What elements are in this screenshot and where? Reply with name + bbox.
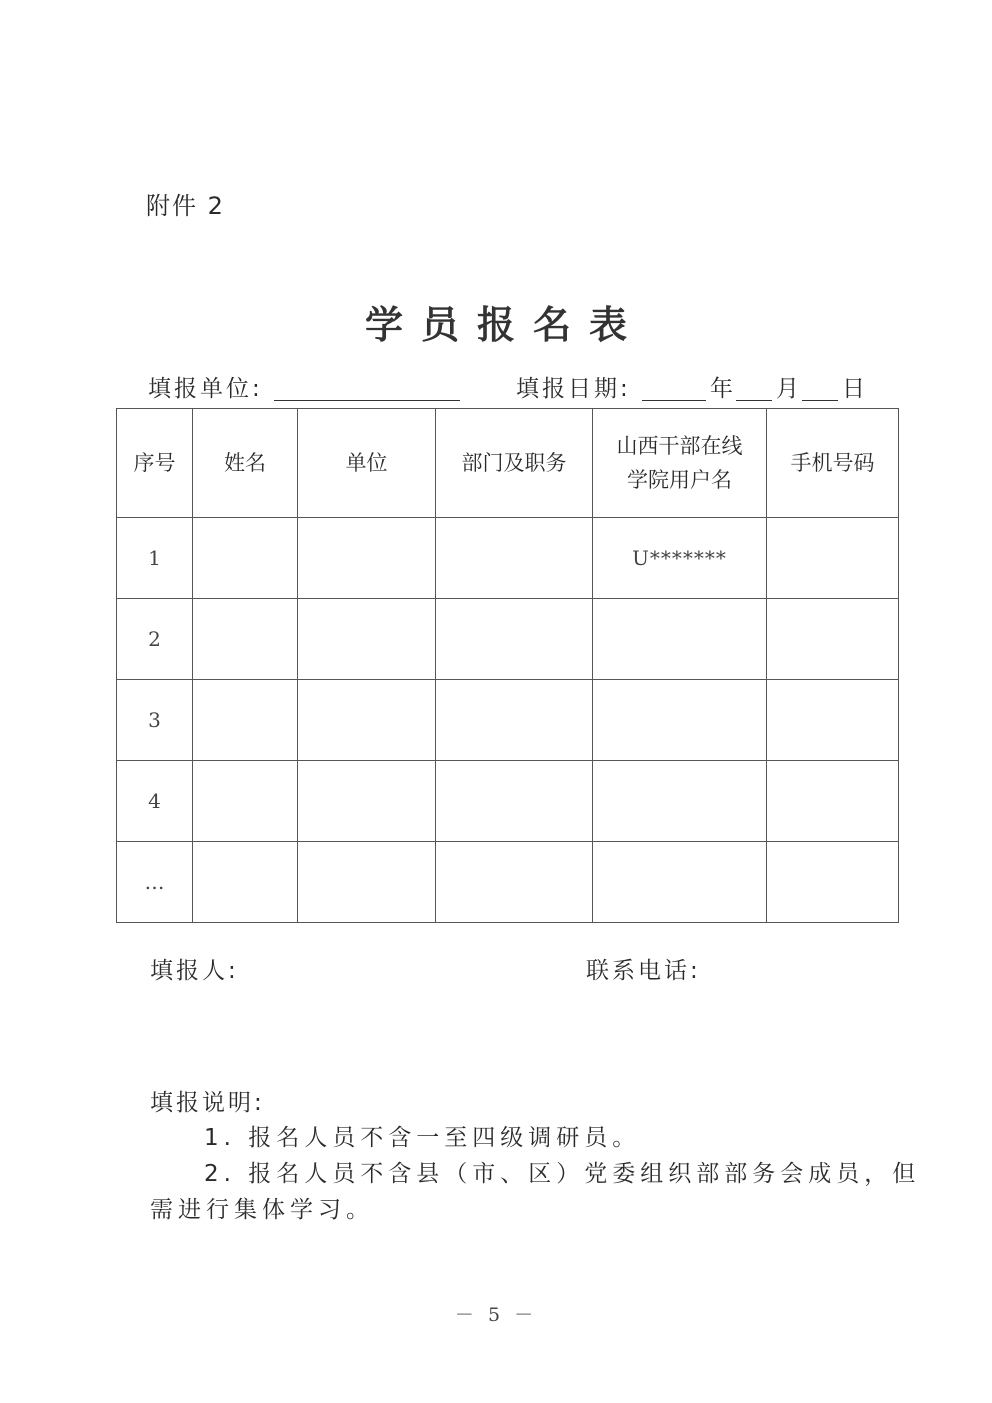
- page-number: － 5 －: [454, 1304, 538, 1326]
- month-blank[interactable]: [736, 400, 772, 401]
- cell-unit[interactable]: [298, 680, 436, 761]
- row-seq: 3: [117, 680, 193, 761]
- day-label: 日: [842, 376, 868, 402]
- cell-unit[interactable]: [298, 842, 436, 923]
- header-username: 山西干部在线 学院用户名: [593, 409, 767, 518]
- month-label: 月: [776, 376, 802, 402]
- cell-dept-position[interactable]: [436, 842, 593, 923]
- cell-username[interactable]: U*******: [593, 518, 767, 599]
- note-item-2-continued: 需进行集体学习。: [150, 1197, 374, 1223]
- fill-unit-label: 填报单位:: [148, 376, 263, 402]
- cell-name[interactable]: [193, 680, 298, 761]
- cell-username[interactable]: [593, 599, 767, 680]
- table-row: [117, 761, 899, 842]
- row-seq: 4: [117, 761, 193, 842]
- year-blank[interactable]: [642, 400, 706, 401]
- day-blank[interactable]: [802, 400, 838, 401]
- cell-unit[interactable]: [298, 599, 436, 680]
- cell-phone[interactable]: [767, 599, 899, 680]
- cell-name[interactable]: [193, 842, 298, 923]
- row-seq: 2: [117, 599, 193, 680]
- cell-username[interactable]: [593, 842, 767, 923]
- cell-name[interactable]: [193, 599, 298, 680]
- cell-dept-position[interactable]: [436, 680, 593, 761]
- cell-phone[interactable]: [767, 680, 899, 761]
- registration-table: [116, 408, 899, 923]
- cell-username[interactable]: [593, 680, 767, 761]
- table-header-row: [117, 409, 899, 518]
- table-row: [117, 842, 899, 923]
- row-seq: …: [117, 842, 193, 923]
- table-row: [117, 599, 899, 680]
- table-row: [117, 680, 899, 761]
- note-item-2: 2. 报名人员不含县（市、区）党委组织部部务会成员，但: [204, 1161, 921, 1187]
- cell-dept-position[interactable]: [436, 599, 593, 680]
- cell-dept-position[interactable]: [436, 761, 593, 842]
- form-title: 学员报名表: [364, 302, 645, 347]
- header-unit: 单位: [298, 409, 436, 518]
- cell-name[interactable]: [193, 761, 298, 842]
- cell-phone[interactable]: [767, 518, 899, 599]
- cell-unit[interactable]: [298, 761, 436, 842]
- header-phone: 手机号码: [767, 409, 899, 518]
- header-name: 姓名: [193, 409, 298, 518]
- phone-label: 联系电话:: [586, 958, 701, 984]
- notes-title: 填报说明:: [150, 1090, 265, 1116]
- fill-unit-blank[interactable]: [274, 400, 460, 401]
- header-dept-position: 部门及职务: [436, 409, 593, 518]
- cell-username[interactable]: [593, 761, 767, 842]
- year-label: 年: [710, 376, 736, 402]
- header-seq: 序号: [117, 409, 193, 518]
- cell-phone[interactable]: [767, 842, 899, 923]
- table-row: [117, 518, 899, 599]
- cell-unit[interactable]: [298, 518, 436, 599]
- cell-name[interactable]: [193, 518, 298, 599]
- attachment-label: 附件 2: [146, 192, 225, 220]
- note-item-1: 1. 报名人员不含一至四级调研员。: [204, 1125, 641, 1151]
- row-seq: 1: [117, 518, 193, 599]
- fill-date-label: 填报日期:: [516, 376, 631, 402]
- cell-phone[interactable]: [767, 761, 899, 842]
- filler-label: 填报人:: [150, 958, 239, 984]
- cell-dept-position[interactable]: [436, 518, 593, 599]
